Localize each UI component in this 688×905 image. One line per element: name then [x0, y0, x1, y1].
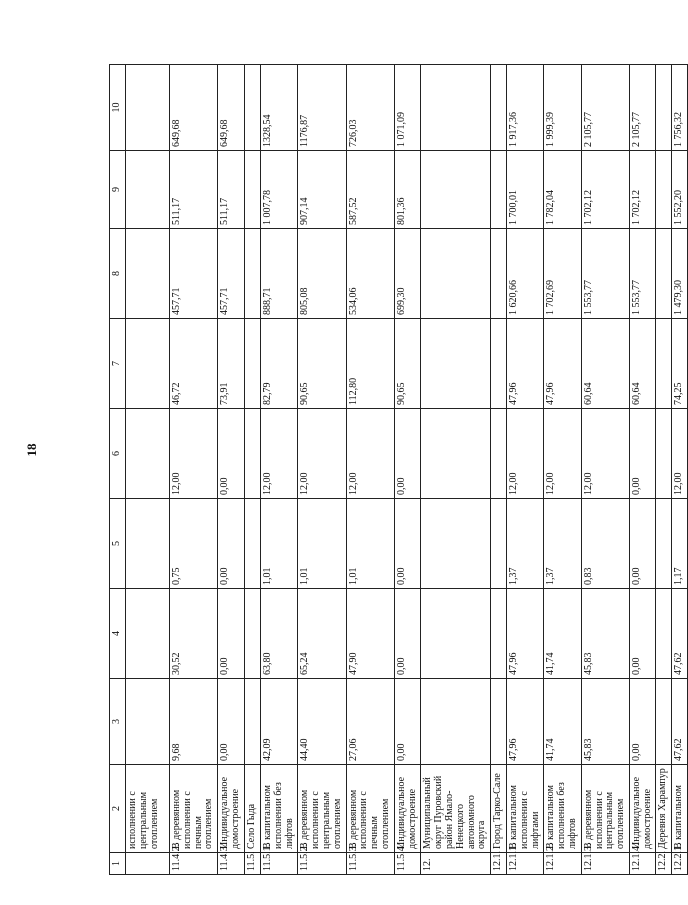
value-cell: 74,25: [672, 319, 688, 409]
table-row: [394, 65, 421, 875]
value-cell: [245, 151, 261, 229]
row-label-cell: Деревня Харампур: [656, 765, 672, 853]
value-cell: 90,65: [394, 319, 421, 409]
row-label-cell: В капитальном исполнении без лифтов: [260, 765, 297, 853]
value-cell: 0,00: [629, 409, 656, 499]
header-cell: 1: [110, 853, 126, 875]
value-cell: 1 917,36: [506, 65, 543, 151]
value-cell: 1176,87: [298, 65, 346, 151]
row-number-cell: 11.5.2.: [298, 853, 346, 875]
row-number-cell: 12.2.: [656, 853, 672, 875]
value-cell: 1 782,04: [544, 151, 581, 229]
value-cell: [126, 409, 170, 499]
value-cell: 511,17: [218, 151, 245, 229]
value-cell: [126, 679, 170, 765]
value-cell: 0,00: [394, 679, 421, 765]
row-number-cell: 11.5.4.: [394, 853, 421, 875]
value-cell: 1,37: [506, 499, 543, 589]
table-row: [126, 65, 170, 875]
row-number-cell: 12.1.4.: [629, 853, 656, 875]
value-cell: 46,72: [170, 319, 218, 409]
value-cell: 47,96: [506, 319, 543, 409]
value-cell: 9,68: [170, 679, 218, 765]
value-cell: [421, 589, 491, 679]
value-cell: 63,80: [260, 589, 297, 679]
value-cell: [245, 589, 261, 679]
table-row: [245, 65, 261, 875]
value-cell: 0,00: [629, 679, 656, 765]
value-cell: 1,01: [298, 499, 346, 589]
value-cell: 60,64: [581, 319, 629, 409]
value-cell: 45,83: [581, 589, 629, 679]
value-cell: [421, 409, 491, 499]
row-label-cell: Муниципальный округ Пуровский район Ямало-Ненецкого автономного округа: [421, 765, 491, 853]
value-cell: 44,40: [298, 679, 346, 765]
value-cell: 726,03: [346, 65, 394, 151]
value-cell: 90,65: [298, 319, 346, 409]
value-cell: 47,62: [672, 679, 688, 765]
value-cell: 1 702,12: [629, 151, 656, 229]
row-label-cell: исполнении с центральным отоплением: [126, 765, 170, 853]
value-cell: [656, 319, 672, 409]
value-cell: 47,90: [346, 589, 394, 679]
value-cell: 534,06: [346, 229, 394, 319]
header-cell: 4: [110, 589, 126, 679]
header-cell: 5: [110, 499, 126, 589]
value-cell: [491, 499, 507, 589]
row-number-cell: 12.1.3.: [581, 853, 629, 875]
row-number-cell: 11.4.3.: [218, 853, 245, 875]
value-cell: [656, 65, 672, 151]
value-cell: 12,00: [506, 409, 543, 499]
value-cell: 1,01: [260, 499, 297, 589]
value-cell: 1 999,39: [544, 65, 581, 151]
value-cell: [245, 229, 261, 319]
value-cell: [421, 65, 491, 151]
row-number-cell: [126, 853, 170, 875]
table-row: [346, 65, 394, 875]
value-cell: [126, 589, 170, 679]
table-row: [218, 65, 245, 875]
value-cell: 82,79: [260, 319, 297, 409]
table-row: [656, 65, 672, 875]
value-cell: [421, 151, 491, 229]
row-label-cell: Город Тарко-Сале: [491, 765, 507, 853]
header-cell: 2: [110, 765, 126, 853]
value-cell: 0,00: [394, 409, 421, 499]
value-cell: [245, 679, 261, 765]
table-row: [170, 65, 218, 875]
value-cell: 12,00: [346, 409, 394, 499]
value-cell: 47,62: [672, 589, 688, 679]
row-number-cell: 11.4.2.: [170, 853, 218, 875]
value-cell: 511,17: [170, 151, 218, 229]
header-cell: 10: [110, 65, 126, 151]
header-cell: 3: [110, 679, 126, 765]
value-cell: [421, 679, 491, 765]
value-cell: 0,00: [394, 589, 421, 679]
row-number-cell: 11.5.: [245, 853, 261, 875]
value-cell: 45,83: [581, 679, 629, 765]
value-cell: 0,00: [394, 499, 421, 589]
value-cell: [245, 409, 261, 499]
table-row: [544, 65, 581, 875]
value-cell: 1,37: [544, 499, 581, 589]
value-cell: 2 105,77: [629, 65, 656, 151]
value-cell: 1 620,66: [506, 229, 543, 319]
value-cell: 0,00: [218, 409, 245, 499]
value-cell: 65,24: [298, 589, 346, 679]
row-number-cell: 12.: [421, 853, 491, 875]
value-cell: 1,17: [672, 499, 688, 589]
value-cell: 0,83: [581, 499, 629, 589]
row-label-cell: Село Гыда: [245, 765, 261, 853]
value-cell: [126, 65, 170, 151]
value-cell: [491, 319, 507, 409]
value-cell: 1 552,20: [672, 151, 688, 229]
value-cell: 1 756,32: [672, 65, 688, 151]
value-cell: 41,74: [544, 589, 581, 679]
table-row: [491, 65, 507, 875]
value-cell: [126, 499, 170, 589]
value-cell: [656, 229, 672, 319]
row-label-cell: В деревянном исполнении с центральным отоплением: [581, 765, 629, 853]
value-cell: 12,00: [581, 409, 629, 499]
value-cell: [126, 151, 170, 229]
value-cell: 1 702,69: [544, 229, 581, 319]
table-row: [421, 65, 491, 875]
value-cell: [491, 679, 507, 765]
header-cell: 6: [110, 409, 126, 499]
value-cell: [245, 499, 261, 589]
page-number: 18: [24, 443, 39, 457]
row-label-cell: В капитальном исполнении с лифтами: [506, 765, 543, 853]
value-cell: [421, 319, 491, 409]
value-cell: 805,08: [298, 229, 346, 319]
value-cell: [656, 151, 672, 229]
value-cell: 457,71: [170, 229, 218, 319]
value-cell: 649,68: [218, 65, 245, 151]
value-cell: 1 700,01: [506, 151, 543, 229]
table-row: [629, 65, 656, 875]
value-cell: 42,09: [260, 679, 297, 765]
value-cell: 457,71: [218, 229, 245, 319]
row-label-cell: В деревянном исполнении с центральным отоплением: [298, 765, 346, 853]
value-cell: [656, 589, 672, 679]
row-label-cell: В деревянном исполнении с печным отоплением: [346, 765, 394, 853]
value-cell: 888,71: [260, 229, 297, 319]
table-row: [506, 65, 543, 875]
value-cell: [126, 319, 170, 409]
value-cell: 907,14: [298, 151, 346, 229]
value-cell: [491, 229, 507, 319]
value-cell: [126, 229, 170, 319]
value-cell: 73,91: [218, 319, 245, 409]
value-cell: 0,00: [629, 589, 656, 679]
table-row: [672, 65, 688, 875]
header-cell: 9: [110, 151, 126, 229]
value-cell: 1328,54: [260, 65, 297, 151]
value-cell: [245, 319, 261, 409]
value-cell: 0,00: [218, 589, 245, 679]
table-row: [260, 65, 297, 875]
value-cell: 1 071,09: [394, 65, 421, 151]
value-cell: 0,00: [218, 499, 245, 589]
row-label-cell: В деревянном исполнении с печным отоплением: [170, 765, 218, 853]
value-cell: 1 553,77: [629, 229, 656, 319]
value-cell: [491, 409, 507, 499]
value-cell: 1 553,77: [581, 229, 629, 319]
value-cell: 12,00: [298, 409, 346, 499]
row-number-cell: 12.2.1.: [672, 853, 688, 875]
row-number-cell: 12.1.: [491, 853, 507, 875]
row-number-cell: 11.5.3.: [346, 853, 394, 875]
value-cell: 0,75: [170, 499, 218, 589]
value-cell: [656, 499, 672, 589]
value-cell: 1 007,78: [260, 151, 297, 229]
value-cell: 47,96: [544, 319, 581, 409]
value-cell: [245, 65, 261, 151]
value-cell: 47,96: [506, 589, 543, 679]
value-cell: 47,96: [506, 679, 543, 765]
value-cell: 1 479,30: [672, 229, 688, 319]
rotated-table-container: [109, 65, 685, 875]
row-number-cell: 12.1.2.: [544, 853, 581, 875]
value-cell: 12,00: [170, 409, 218, 499]
value-cell: [656, 409, 672, 499]
value-cell: 12,00: [544, 409, 581, 499]
row-label-cell: Индивидуальное домостроение: [629, 765, 656, 853]
value-cell: 30,52: [170, 589, 218, 679]
value-cell: 0,00: [629, 499, 656, 589]
table-row: [581, 65, 629, 875]
value-cell: [491, 151, 507, 229]
value-cell: 2 105,77: [581, 65, 629, 151]
value-cell: [421, 229, 491, 319]
value-cell: 41,74: [544, 679, 581, 765]
value-cell: [491, 65, 507, 151]
value-cell: 112,80: [346, 319, 394, 409]
row-label-cell: Индивидуальное домостроение: [218, 765, 245, 853]
row-number-cell: 11.5.1.: [260, 853, 297, 875]
value-cell: 1,01: [346, 499, 394, 589]
row-number-cell: 12.1.1.: [506, 853, 543, 875]
value-cell: [656, 679, 672, 765]
value-cell: 699,30: [394, 229, 421, 319]
value-cell: 587,52: [346, 151, 394, 229]
value-cell: 1 702,12: [581, 151, 629, 229]
value-cell: [491, 589, 507, 679]
value-cell: 649,68: [170, 65, 218, 151]
value-cell: 27,06: [346, 679, 394, 765]
value-cell: 801,36: [394, 151, 421, 229]
value-cell: 12,00: [260, 409, 297, 499]
table-row: [298, 65, 346, 875]
header-row: [110, 65, 126, 875]
tariff-table: [109, 64, 688, 875]
row-label-cell: Индивидуальное домостроение: [394, 765, 421, 853]
value-cell: 12,00: [672, 409, 688, 499]
value-cell: 60,64: [629, 319, 656, 409]
value-cell: [421, 499, 491, 589]
row-label-cell: В капитальном: [672, 765, 688, 853]
row-label-cell: В капитальном исполнении без лифтов: [544, 765, 581, 853]
header-cell: 7: [110, 319, 126, 409]
header-cell: 8: [110, 229, 126, 319]
value-cell: 0,00: [218, 679, 245, 765]
